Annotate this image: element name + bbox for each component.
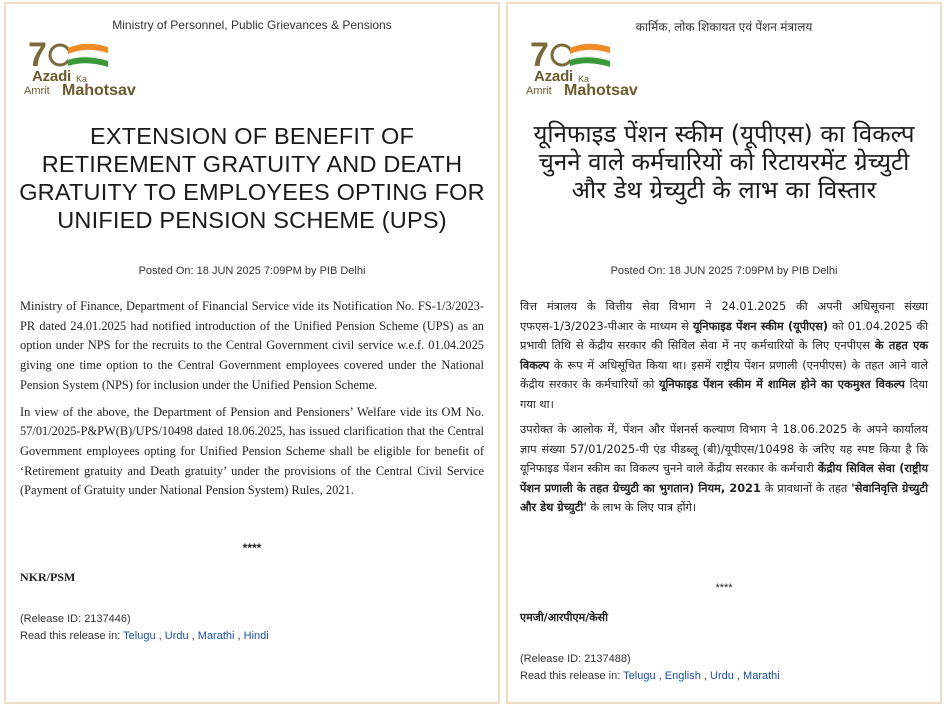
- separator-stars: ****: [242, 541, 262, 555]
- language-links: Read this release in: Telugu , English , Urdu , Marathi: [520, 670, 780, 682]
- separator-stars: ****: [715, 582, 733, 594]
- language-links: Read this release in: Telugu , Urdu , Marathi , Hindi: [20, 630, 269, 642]
- ministry-name: कार्मिक, लोक शिकायत एवं पेंशन मंत्रालय: [635, 20, 813, 34]
- ministry-name: Ministry of Personnel, Public Grievances & Pensions: [112, 18, 392, 32]
- azadi-ka-amrit-mahotsav-logo: [24, 34, 154, 106]
- text-run: वित्त मंत्रालय के वित्तीय सेवा विभाग ने 24.01.2025 की अपनी अधिसूचना संख्या एफएस-1/3/2023-पीआर के माध्यम से: [520, 300, 928, 333]
- logo-word-mahotsav: Mahotsav: [564, 82, 638, 99]
- release-footer: [20, 611, 269, 645]
- bold-text-run: 'सेवानिवृत्ति ग्रेच्युटी और डेथ ग्रेच्युटी': [520, 481, 928, 514]
- body-paragraph: Ministry of Finance, Department of Financial Service vide its Notification No. FS-1/3/2023-PR dated 24.01.2025 had notified introduction of the Unified Pension Scheme (UPS) as an option under NPS for the recruits to the Central Government civil service w.e.f. 01.04.2025 giving one time option to the Central Government employees covered under the National Pension System (NPS) for inclusion under the Unified Pension Scheme.: [20, 299, 484, 392]
- signature: NKR/PSM: [20, 570, 76, 584]
- text-run: उपरोक्त के आलोक में, पेंशन और पेंशनर्स कल्याण विभाग ने 18.06.2025 के अपने कार्यालय ज्ञाप संख्या 57/01/2025-पी एंड पीडब्लू (बी)/यूपीएस/10498 के जरिए यह स्पष्ट किया है कि यूनिफाइड पेंशन स्कीम का विकल्प चुनने वाले केंद्रीय सरकार के कर्मचारी: [520, 423, 928, 475]
- hindi-release-panel: [506, 2, 942, 704]
- bold-text-run: के तहत एक विकल्प: [520, 339, 929, 372]
- language-link-hindi[interactable]: Hindi: [243, 630, 269, 642]
- text-run: के रूप में अधिसूचित किया था। इसमें राष्ट्रीय पेंशन प्रणाली (एनपीएस) के तहत आने वाले केंद्रीय सरकार के कर्मचारियों को: [520, 358, 928, 391]
- text-run: को 01.04.2025 की प्रभावी तिथि से केंद्रीय सरकार की सिविल सेवा में नए कर्मचारियों के लिए एनपीएस: [520, 319, 929, 352]
- language-link-marathi[interactable]: Marathi: [743, 670, 780, 682]
- release-body: [20, 297, 484, 508]
- logo-word-mahotsav: Mahotsav: [62, 82, 136, 99]
- logo-word-azadi: Azadi: [32, 68, 72, 85]
- body-paragraph: [520, 420, 928, 518]
- release-title: यूनिफाइड पेंशन स्कीम (यूपीएस) का विकल्प चुनने वाले कर्मचारियों को रिटायरमेंट ग्रेच्युटी और डेथ ग्रेच्युटी के लाभ का विस्तार: [533, 120, 915, 204]
- text-run: के लाभ के लिए पात्र होंगे।: [586, 501, 697, 514]
- svg-text:7: 7: [28, 36, 47, 74]
- language-link-telugu[interactable]: Telugu: [123, 630, 156, 642]
- logo-word-ka: Ka: [76, 74, 88, 84]
- read-in-label: Read this release in:: [520, 670, 621, 682]
- release-id: (Release ID: 2137488): [520, 653, 631, 665]
- signature: एमजी/आरपीएम/केसी: [520, 611, 608, 624]
- language-link-marathi[interactable]: Marathi: [197, 630, 235, 642]
- azadi-ka-amrit-mahotsav-logo: [526, 34, 656, 106]
- release-body: [520, 297, 928, 524]
- logo-word-amrit: Amrit: [526, 85, 552, 97]
- read-in-label: Read this release in:: [20, 630, 121, 642]
- release-title: EXTENSION OF BENEFIT OF RETIREMENT GRATUITY AND DEATH GRATUITY TO EMPLOYEES OPTING FOR UNIFIED PENSION SCHEME (UPS): [19, 123, 485, 233]
- logo-word-azadi: Azadi: [534, 68, 574, 85]
- posted-on: Posted On: 18 JUN 2025 7:09PM by PIB Delhi: [610, 265, 838, 277]
- bold-text-run: यूनिफाइड पेंशन स्कीम (यूपीएस): [692, 319, 829, 333]
- release-footer: [520, 651, 780, 685]
- language-link-urdu[interactable]: Urdu: [164, 630, 189, 642]
- bold-text-run: केंद्रीय सिविल सेवा (राष्ट्रीय पेंशन प्रणाली के तहत ग्रेच्युटी का भुगतान) नियम, 2021: [520, 462, 929, 495]
- language-link-english[interactable]: English: [664, 670, 701, 682]
- language-link-urdu[interactable]: Urdu: [710, 670, 734, 682]
- text-run: के प्रावधानों के तहत: [760, 481, 852, 495]
- logo-word-amrit: Amrit: [24, 85, 50, 97]
- language-link-telugu[interactable]: Telugu: [623, 670, 656, 682]
- body-paragraph: In view of the above, the Department of Pension and Pensioners’ Welfare vide its OM No. 57/01/2025-P&PW(B)/UPS/10498 dated 18.06.2025, has issued clarification that the Central Government employees opting for Unified Pension Scheme shall be eligible for benefit of ‘Retirement gratuity and Death gratuity’ under the provisions of the Central Civil Service (Payment of Gratuity under National Pension System) Rules, 2021.: [20, 404, 484, 498]
- svg-text:7: 7: [530, 36, 549, 74]
- text-run: दिया गया था।: [520, 378, 928, 411]
- english-release-panel: [4, 2, 500, 704]
- body-paragraph: [520, 297, 928, 414]
- posted-on: Posted On: 18 JUN 2025 7:09PM by PIB Delhi: [138, 265, 366, 277]
- logo-word-ka: Ka: [578, 74, 590, 84]
- release-id: (Release ID: 2137446): [20, 613, 131, 625]
- bold-text-run: यूनिफाइड पेंशन स्कीम में शामिल होने का एकमुश्त विकल्प: [658, 378, 905, 391]
